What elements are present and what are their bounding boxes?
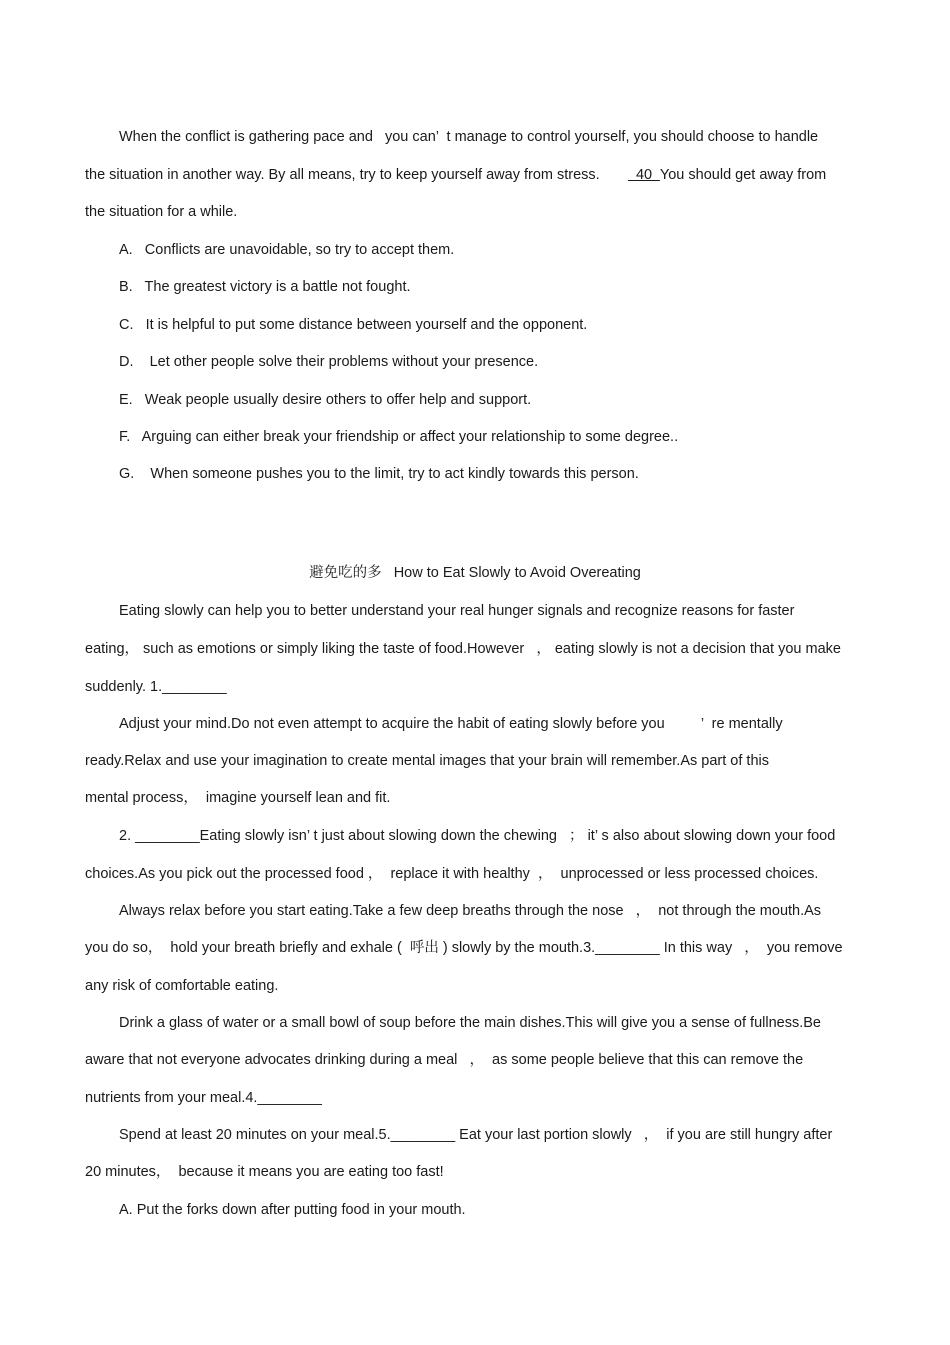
paragraph-line: Spend at least 20 minutes on your meal.5.________ Eat your last portion slowly ， if you are still hungry after	[119, 1127, 833, 1143]
option-g: G. When someone pushes you to the limit, try to act kindly towards this person.	[119, 466, 639, 482]
option-f: F. Arguing can either break your friendship or affect your relationship to some degree..	[119, 429, 679, 445]
paragraph-text: the situation in another way. By all means, try to keep yourself away from stress.	[85, 167, 600, 183]
paragraph-line: Adjust your mind.Do not even attempt to acquire the habit of eating slowly before you ’ re mentally	[119, 716, 783, 732]
option-d: D. Let other people solve their problems without your presence.	[119, 354, 539, 370]
option-a: A. Conflicts are unavoidable, so try to accept them.	[119, 242, 455, 258]
option-a: A. Put the forks down after putting food in your mouth.	[119, 1202, 466, 1218]
paragraph-line: ready.Relax and use your imagination to create mental images that your brain will remember.As part of this	[85, 753, 769, 769]
paragraph-line: suddenly. 1.________	[85, 679, 227, 695]
paragraph-line: 2. ________Eating slowly isn’ t just about slowing down the chewing ； it’ s also about slowing down your food	[119, 828, 836, 844]
paragraph-text: You should get away from	[659, 167, 827, 183]
passage-title: 避免吃的多 How to Eat Slowly to Avoid Overeating	[309, 565, 641, 581]
paragraph-line: mental process， imagine yourself lean and fit.	[85, 790, 391, 806]
paragraph-line: When the conflict is gathering pace and you can’ t manage to control yourself, you should choose to handle	[119, 129, 819, 145]
paragraph-line: aware that not everyone advocates drinking during a meal ， as some people believe that this can remove the	[85, 1052, 804, 1068]
option-e: E. Weak people usually desire others to offer help and support.	[119, 392, 532, 408]
paragraph-line: choices.As you pick out the processed food ， replace it with healthy ， unprocessed or less processed choices.	[85, 866, 819, 882]
paragraph-line: any risk of comfortable eating.	[85, 978, 279, 994]
paragraph-line	[85, 166, 826, 184]
option-c: C. It is helpful to put some distance between yourself and the opponent.	[119, 317, 588, 333]
paragraph-line: Eating slowly can help you to better understand your real hunger signals and recognize reasons for faster	[119, 603, 795, 619]
paragraph-line: you do so， hold your breath briefly and exhale ( 呼出 ) slowly by the mouth.3.________ In this way ， you remove	[85, 940, 843, 956]
paragraph-line: eating， such as emotions or simply liking the taste of food.However ， eating slowly is not a decision that you make	[85, 641, 841, 657]
answer-blank-40: 40	[627, 167, 660, 183]
option-b: B. The greatest victory is a battle not fought.	[119, 279, 411, 295]
paragraph-line: the situation for a while.	[85, 204, 238, 220]
paragraph-line: 20 minutes， because it means you are eating too fast!	[85, 1164, 444, 1180]
paragraph-line: Always relax before you start eating.Take a few deep breaths through the nose ， not through the mouth.As	[119, 903, 822, 919]
paragraph-line: Drink a glass of water or a small bowl of soup before the main dishes.This will give you a sense of fullness.Be	[119, 1015, 821, 1031]
paragraph-line: nutrients from your meal.4.________	[85, 1090, 322, 1106]
